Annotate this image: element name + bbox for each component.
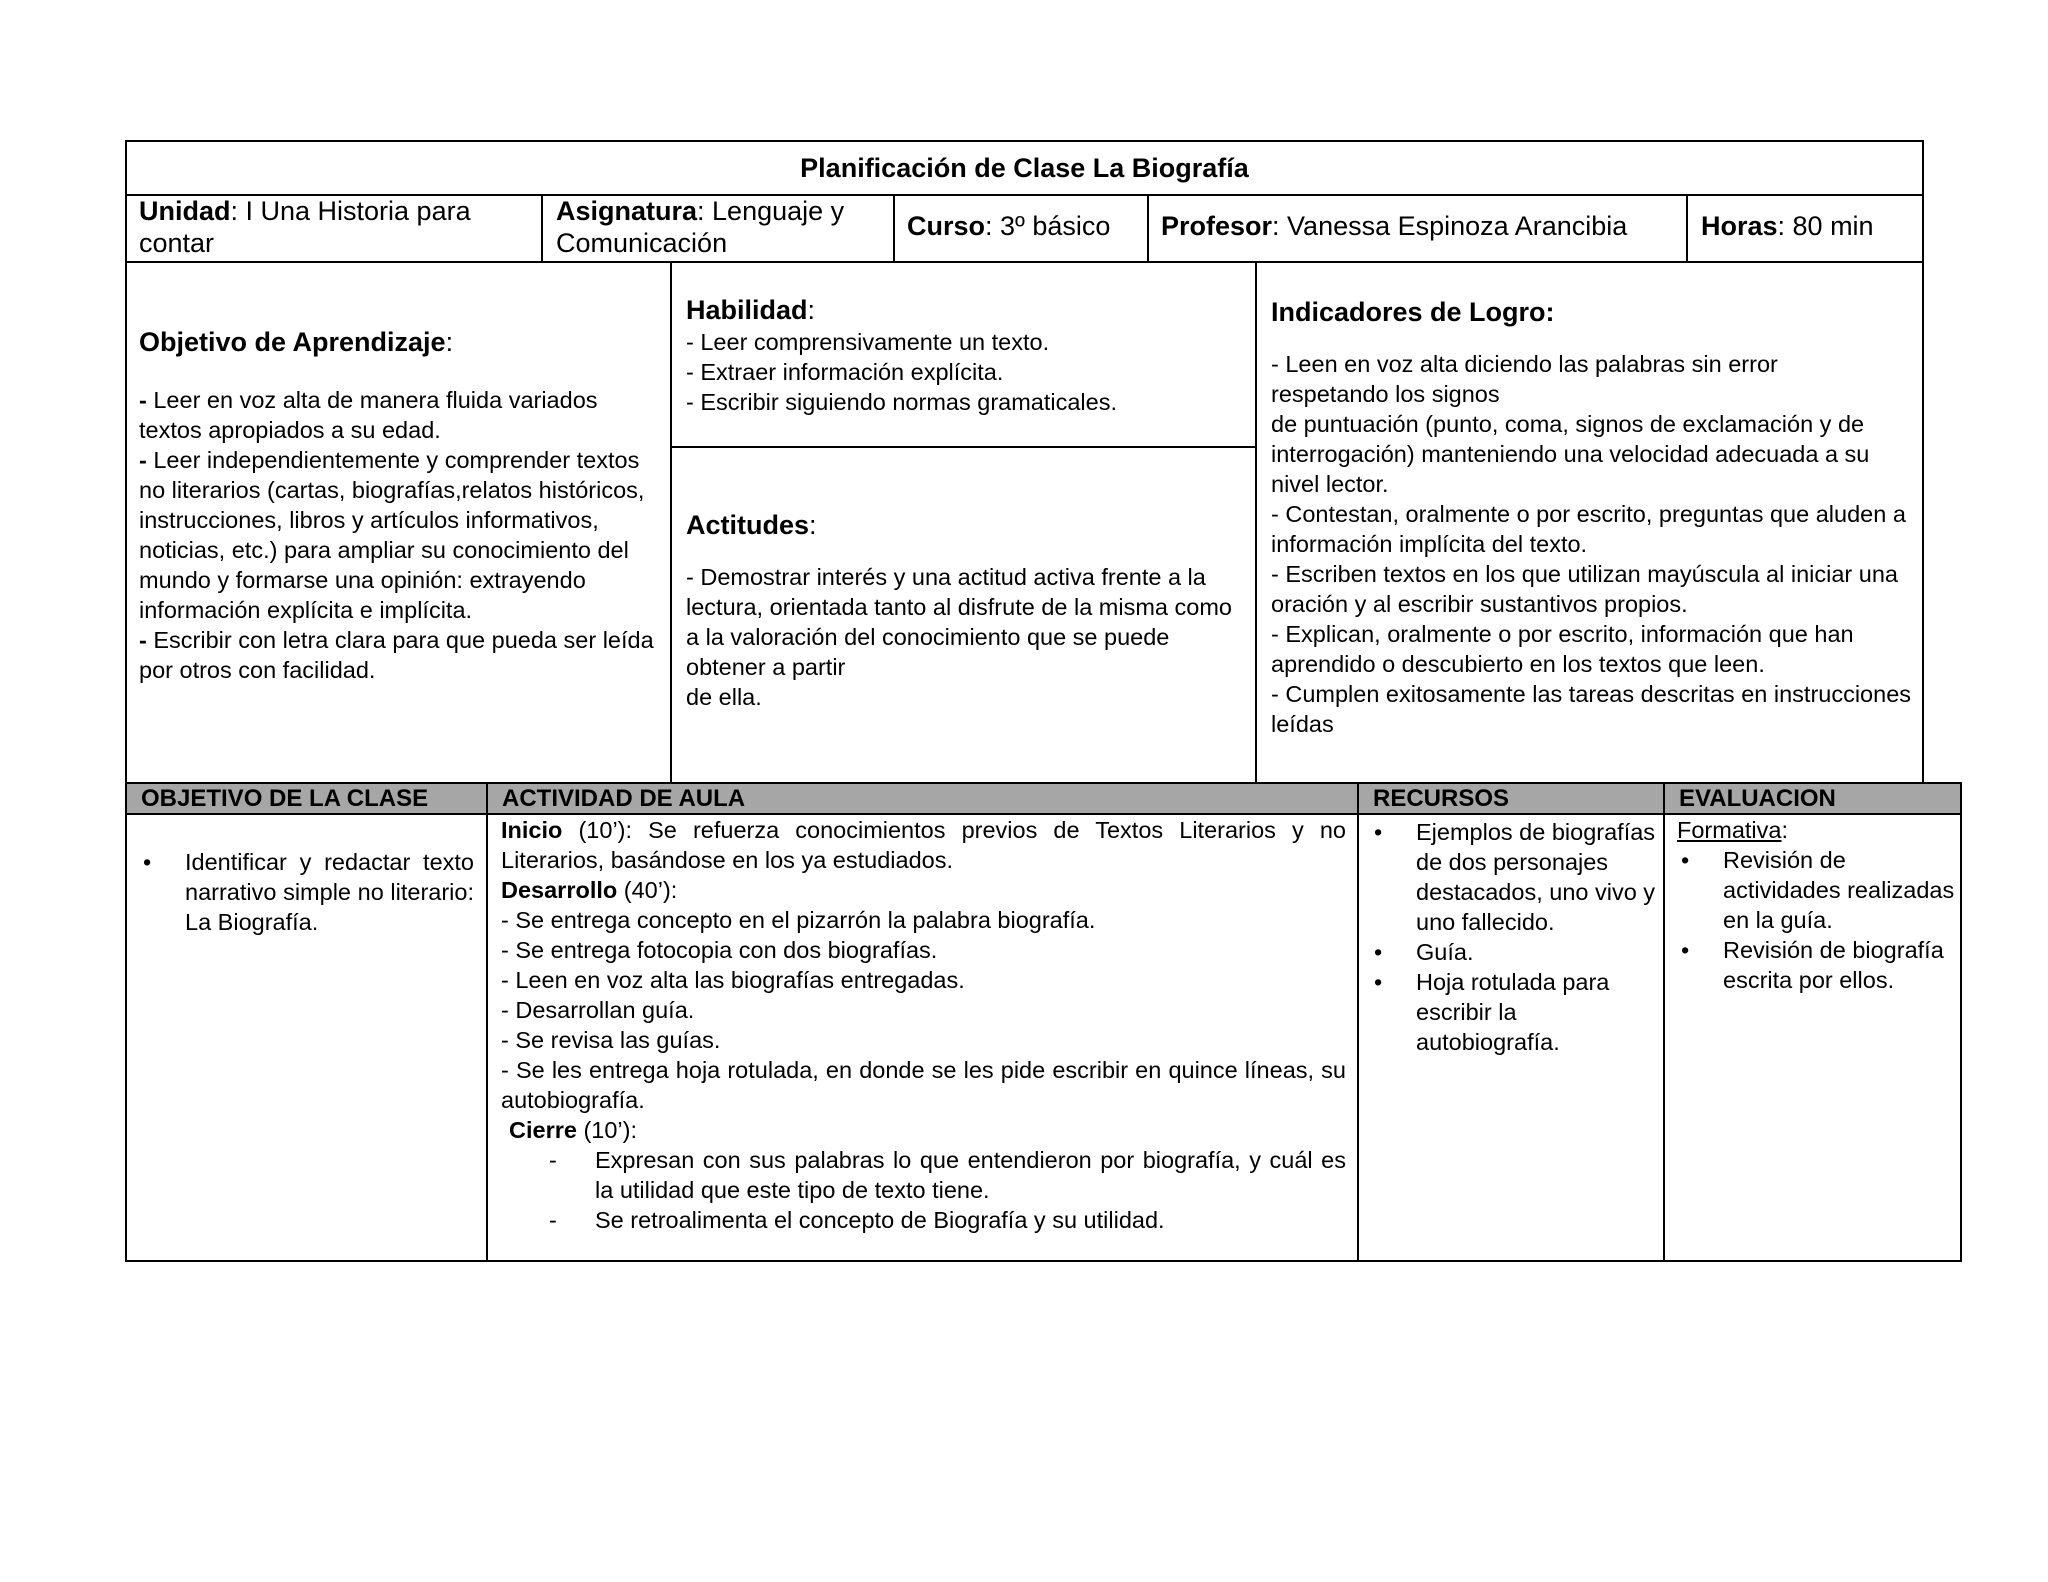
header-actividad-label: ACTIVIDAD DE AULA xyxy=(502,785,746,812)
objetivo-aprendizaje-cell: Objetivo de Aprendizaje: - Leer en voz alta de manera fluida variados textos apropiados a su edad. - Leer independientemente y comprender textos no literarios (cartas, biografías,relatos históricos, instrucciones, libros y artículos informativos, noticias, etc.) para ampliar su conocimiento del mundo y formarse una opinión: extrayendo información explícita e implícita. - Escribir con letra clara para que pueda ser leída por otros con facilidad. xyxy=(139,325,659,685)
header-evaluacion xyxy=(1665,784,1960,813)
habilidad-item: - Leer comprensivamente un texto. xyxy=(686,329,1050,355)
objetivo-item: - Leer en voz alta de manera fluida variados textos apropiados a su edad. xyxy=(139,387,598,443)
actitudes-heading: Actitudes xyxy=(686,510,810,540)
info-col-divider xyxy=(541,194,543,262)
content-col-divider xyxy=(1255,261,1257,783)
actividad-inicio: Inicio (10’): Se refuerza conocimientos previos de Textos Literarios y no Literarios, basándose en los ya estudiados. xyxy=(501,817,1346,873)
horas-cell xyxy=(1701,210,1921,242)
evaluacion-cell xyxy=(1677,815,1957,995)
habilidad-heading: Habilidad xyxy=(686,295,808,325)
curso-value: : 3º básico xyxy=(985,211,1111,241)
indicador-item: - Escriben textos en los que utilizan mayúscula al iniciar una oración y al escribir sustantivos propios. xyxy=(1271,561,1898,617)
indicador-item: - Contestan, oralmente o por escrito, preguntas que aluden a información implícita del texto. xyxy=(1271,501,1906,557)
curso-label: Curso xyxy=(907,211,986,241)
indicador-item: - Cumplen exitosamente las tareas descritas en instrucciones leídas xyxy=(1271,681,1912,737)
objetivo-heading: Objetivo de Aprendizaje xyxy=(139,327,446,357)
recurso-item: • Hoja rotulada para escribir la autobiografía. xyxy=(1370,967,1660,1057)
right-border-top xyxy=(1922,140,1924,784)
header-recursos-label: RECURSOS xyxy=(1373,785,1510,812)
header-actividad xyxy=(488,784,1357,813)
left-border-top xyxy=(125,140,127,782)
profesor-value: : Vanessa Espinoza Arancibia xyxy=(1272,211,1628,241)
bottom-col-divider xyxy=(1357,782,1359,1262)
indicadores-cell xyxy=(1271,295,1919,739)
unidad-label: Unidad xyxy=(139,196,231,226)
habilidad-item: - Escribir siguiendo normas gramaticales. xyxy=(686,389,1117,415)
actitudes-text-end: de ella. xyxy=(686,684,762,710)
desarrollo-item: - Se revisa las guías. xyxy=(501,1027,721,1053)
profesor-cell xyxy=(1161,210,1686,242)
header-evaluacion-label: EVALUACION xyxy=(1679,785,1836,812)
actividad-cierre: Cierre (10’): xyxy=(509,1117,638,1143)
evaluacion-tipo: Formativa: xyxy=(1677,817,1788,843)
content-col-divider xyxy=(670,261,672,783)
objetivo-item: - Escribir con letra clara para que pueda ser leída por otros con facilidad. xyxy=(139,627,654,683)
info-col-divider xyxy=(1686,194,1688,262)
info-divider xyxy=(125,261,1924,263)
bottom-table-bottom xyxy=(125,1260,1962,1262)
habilidad-cell: Habilidad: - Leer comprensivamente un texto. - Extraer información explícita. - Escribir siguiendo normas gramaticales. xyxy=(686,293,1246,417)
header-objetivo-clase-label: OBJETIVO DE LA CLASE xyxy=(141,785,429,812)
evaluacion-item: • Revisión de biografía escrita por ellos. xyxy=(1677,935,1957,995)
indicadores-heading: Indicadores de Logro: xyxy=(1271,297,1555,327)
bottom-col-divider xyxy=(486,782,488,1262)
actitudes-cell: Actitudes: - Demostrar interés y una actitud activa frente a la lectura, orientada tanto al disfrute de la misma como a la valoración del conocimiento que se puede obtener a partir de ella. xyxy=(686,508,1241,712)
evaluacion-item: • Revisión de actividades realizadas en la guía. xyxy=(1677,845,1957,935)
recurso-item: • Guía. xyxy=(1370,937,1660,967)
habilidad-item: - Extraer información explícita. xyxy=(686,359,1004,385)
cierre-item: - Se retroalimenta el concepto de Biografía y su utilidad. xyxy=(501,1205,1346,1235)
objetivo-item: - Leer independientemente y comprender textos no literarios (cartas, biografías,relatos históricos, instrucciones, libros y artículos informativos, noticias, etc.) para ampliar su conocimiento del mundo y formarse una opinión: extrayendo información explícita e implícita. xyxy=(139,447,645,623)
indicador-item: - Leen en voz alta diciendo las palabras sin error respetando los signos xyxy=(1271,351,1778,407)
indicador-item: de puntuación (punto, coma, signos de exclamación y de interrogación) manteniendo una velocidad adecuada a su nivel lector. xyxy=(1271,411,1870,497)
info-col-divider xyxy=(1147,194,1149,262)
recurso-item: • Ejemplos de biografías de dos personajes destacados, uno vivo y uno fallecido. xyxy=(1370,817,1660,937)
objetivo-clase-item: • Identificar y redactar texto narrativo simple no literario: La Biografía. xyxy=(139,847,474,937)
desarrollo-item: - Se entrega fotocopia con dos biografías. xyxy=(501,937,938,963)
indicador-item: - Explican, oralmente o por escrito, información que han aprendido o descubierto en los textos que leen. xyxy=(1271,621,1854,677)
desarrollo-item: - Se les entrega hoja rotulada, en donde se les pide escribir en quince líneas, su autobiografía. xyxy=(501,1057,1346,1113)
actitudes-text: - Demostrar interés y una actitud activa frente a la lectura, orientada tanto al disfrute de la misma como a la valoración del conocimiento que se puede obtener a partir xyxy=(686,564,1232,680)
profesor-label: Profesor xyxy=(1161,211,1273,241)
bottom-right-border xyxy=(1960,782,1962,1262)
horas-value: : 80 min xyxy=(1777,211,1874,241)
recursos-cell xyxy=(1370,817,1660,1057)
habilidad-divider xyxy=(670,446,1256,448)
info-col-divider xyxy=(893,194,895,262)
header-recursos xyxy=(1359,784,1663,813)
actividad-cell xyxy=(501,815,1346,1235)
objetivo-clase-cell xyxy=(139,847,474,937)
header-objetivo-clase xyxy=(127,784,486,813)
desarrollo-item: - Desarrollan guía. xyxy=(501,997,695,1023)
unidad-cell xyxy=(139,195,529,259)
cierre-item: - Expresan con sus palabras lo que entendieron por biografía, y cuál es la utilidad que este tipo de texto tiene. xyxy=(501,1145,1346,1205)
bottom-col-divider xyxy=(1663,782,1665,1262)
desarrollo-item: - Leen en voz alta las biografías entregadas. xyxy=(501,967,965,993)
unidad-value: : I Una Historia para contar xyxy=(139,196,471,258)
horas-label: Horas xyxy=(1701,211,1778,241)
bottom-left-border xyxy=(125,782,127,1262)
desarrollo-item: - Se entrega concepto en el pizarrón la palabra biografía. xyxy=(501,907,1096,933)
actividad-desarrollo: Desarrollo (40’): xyxy=(501,877,678,903)
asignatura-label: Asignatura xyxy=(556,196,698,226)
page-title-text: Planificación de Clase La Biografía xyxy=(800,152,1249,183)
page-title xyxy=(127,142,1922,194)
curso-cell xyxy=(907,210,1147,242)
asignatura-value: : Lenguaje y Comunicación xyxy=(556,196,845,258)
asignatura-cell xyxy=(556,195,886,259)
